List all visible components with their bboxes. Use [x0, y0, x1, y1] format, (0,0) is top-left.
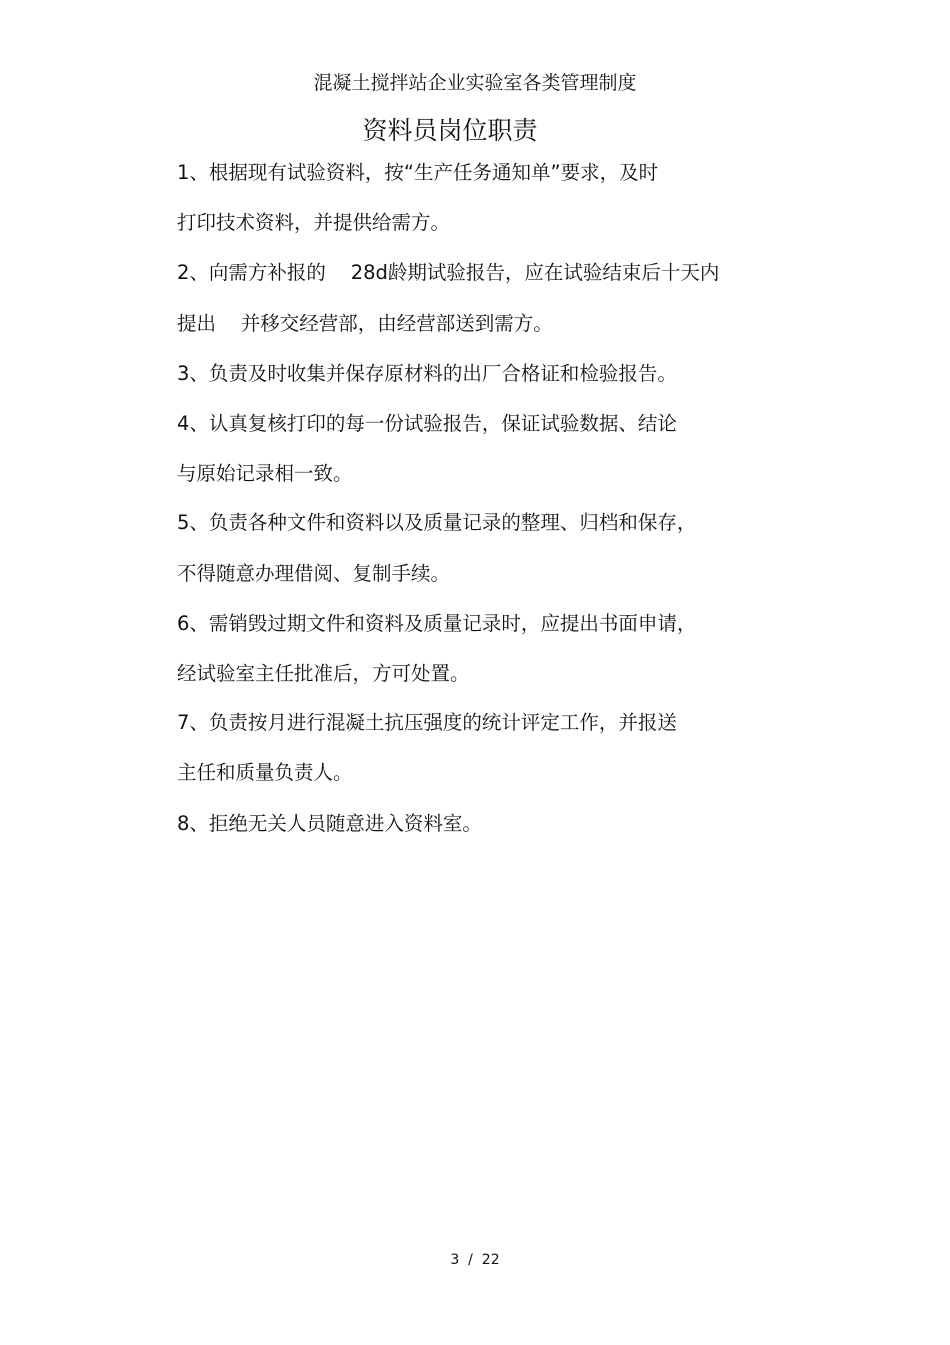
text-line: 8、拒绝无关人员随意进入资料室。 — [177, 812, 482, 835]
text-line: 提出 并移交经营部，由经营部送到需方。 — [177, 312, 553, 335]
text-line: 7、负责按月进行混凝土抗压强度的统计评定工作，并报送 — [177, 711, 677, 734]
text-line: 3、负责及时收集并保存原材料的出厂合格证和检验报告。 — [177, 362, 677, 385]
text-line: 经试验室主任批准后，方可处置。 — [177, 662, 470, 685]
document-title: 资料员岗位职责 — [362, 116, 538, 145]
text-line: 4、认真复核打印的每一份试验报告，保证试验数据、结论 — [177, 412, 677, 435]
text-line: 与原始记录相一致。 — [177, 462, 353, 485]
text-line: 不得随意办理借阅、复制手续。 — [177, 562, 451, 585]
text-line: 主任和质量负责人。 — [177, 761, 353, 784]
text-line: 1、根据现有试验资料，按“生产任务通知单”要求，及时 — [177, 161, 659, 184]
document-header: 混凝土搅拌站企业实验室各类管理制度 — [313, 72, 637, 94]
text-line: 5、负责各种文件和资料以及质量记录的整理、归档和保存， — [177, 511, 697, 534]
text-line: 打印技术资料，并提供给需方。 — [177, 211, 451, 234]
page-number: 3 / 22 — [450, 1252, 500, 1268]
text-line: 2、向需方补报的 28d龄期试验报告，应在试验结束后十天内 — [177, 261, 720, 284]
text-line: 6、需销毁过期文件和资料及质量记录时，应提出书面申请， — [177, 612, 697, 635]
